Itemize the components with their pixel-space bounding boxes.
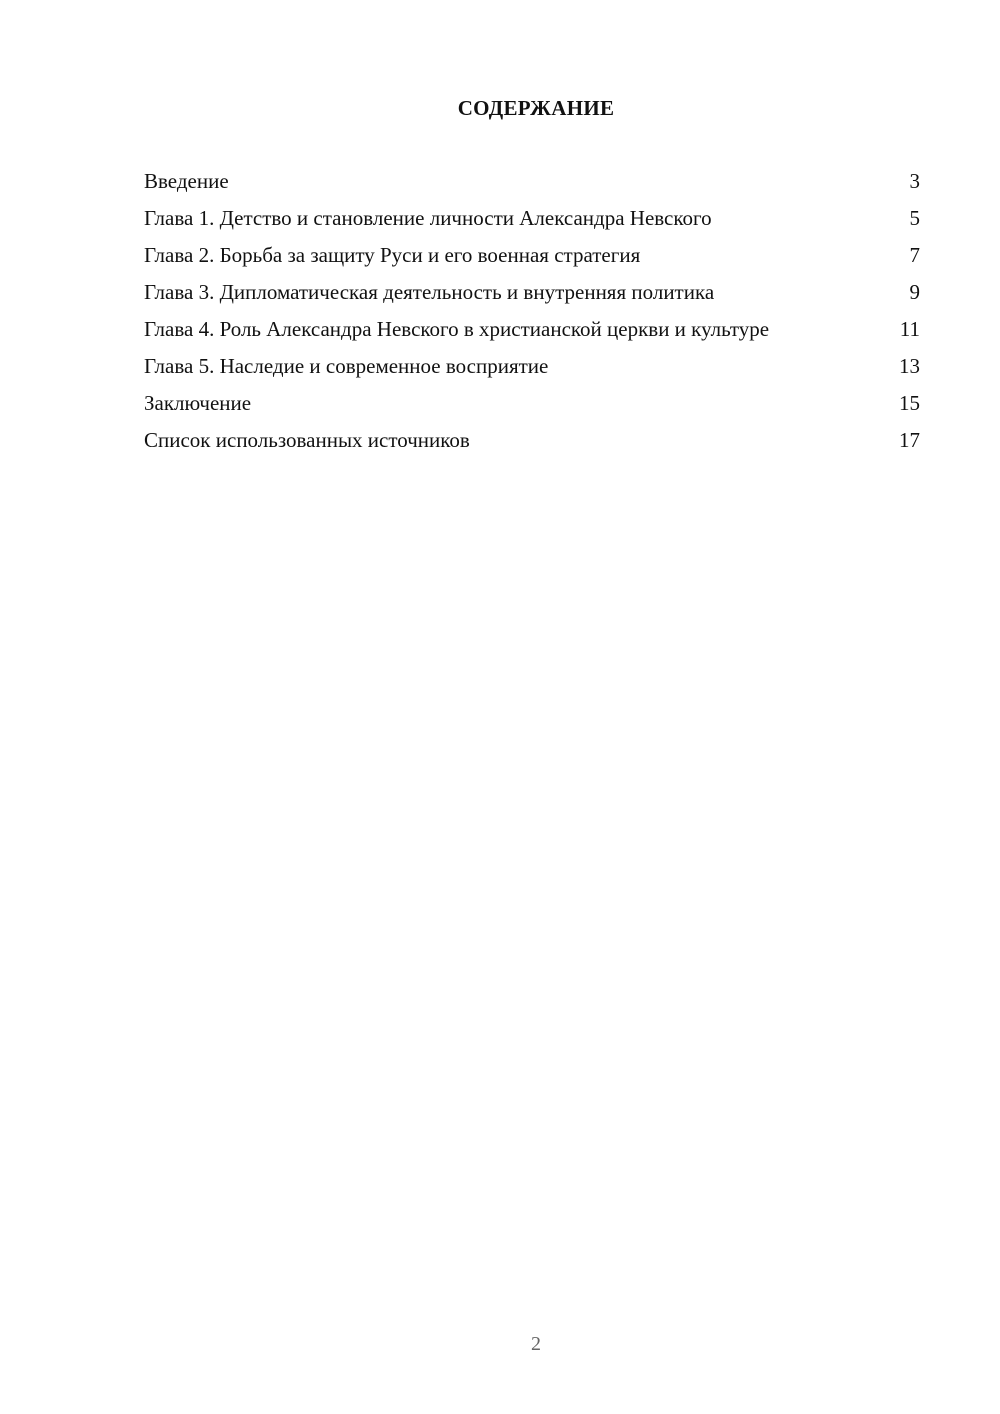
toc-entry-page: 5 bbox=[909, 206, 920, 230]
toc-entry-label: Глава 5. Наследие и современное восприятие bbox=[144, 354, 549, 378]
toc-entry-page: 3 bbox=[909, 169, 920, 193]
toc-entry-label: Заключение bbox=[144, 391, 252, 415]
toc-entry-conclusion[interactable] bbox=[144, 390, 920, 417]
toc-entry-label: Глава 3. Дипломатическая деятельность и внутренняя политика bbox=[144, 280, 715, 304]
toc-entry-page: 13 bbox=[899, 354, 920, 378]
toc-entry-chapter-4[interactable] bbox=[144, 316, 920, 343]
toc-entry-page: 15 bbox=[899, 391, 920, 415]
toc-entry-label: Список использованных источников bbox=[144, 428, 470, 452]
toc-entry-page: 11 bbox=[899, 317, 920, 341]
toc-entry-chapter-1[interactable] bbox=[144, 205, 920, 232]
toc-entry-label: Глава 2. Борьба за защиту Руси и его военная стратегия bbox=[144, 243, 641, 267]
toc-entry-chapter-5[interactable] bbox=[144, 353, 920, 380]
toc-entry-references[interactable] bbox=[144, 427, 920, 454]
toc-entry-label: Глава 1. Детство и становление личности Александра Невского bbox=[144, 206, 712, 230]
toc-title: СОДЕРЖАНИЕ bbox=[457, 96, 615, 120]
toc-entry-page: 7 bbox=[909, 243, 920, 267]
toc-entry-page: 9 bbox=[909, 280, 920, 304]
page-number: 2 bbox=[531, 1333, 541, 1355]
toc-entry-label: Глава 4. Роль Александра Невского в христианской церкви и культуре bbox=[144, 317, 770, 341]
toc-entry-label: Введение bbox=[144, 169, 229, 193]
toc-entry-chapter-2[interactable] bbox=[144, 242, 920, 269]
toc-entry-page: 17 bbox=[899, 428, 920, 452]
toc-entry-chapter-3[interactable] bbox=[144, 279, 920, 306]
toc-entry-introduction[interactable] bbox=[144, 168, 920, 195]
table-of-contents bbox=[144, 168, 920, 464]
